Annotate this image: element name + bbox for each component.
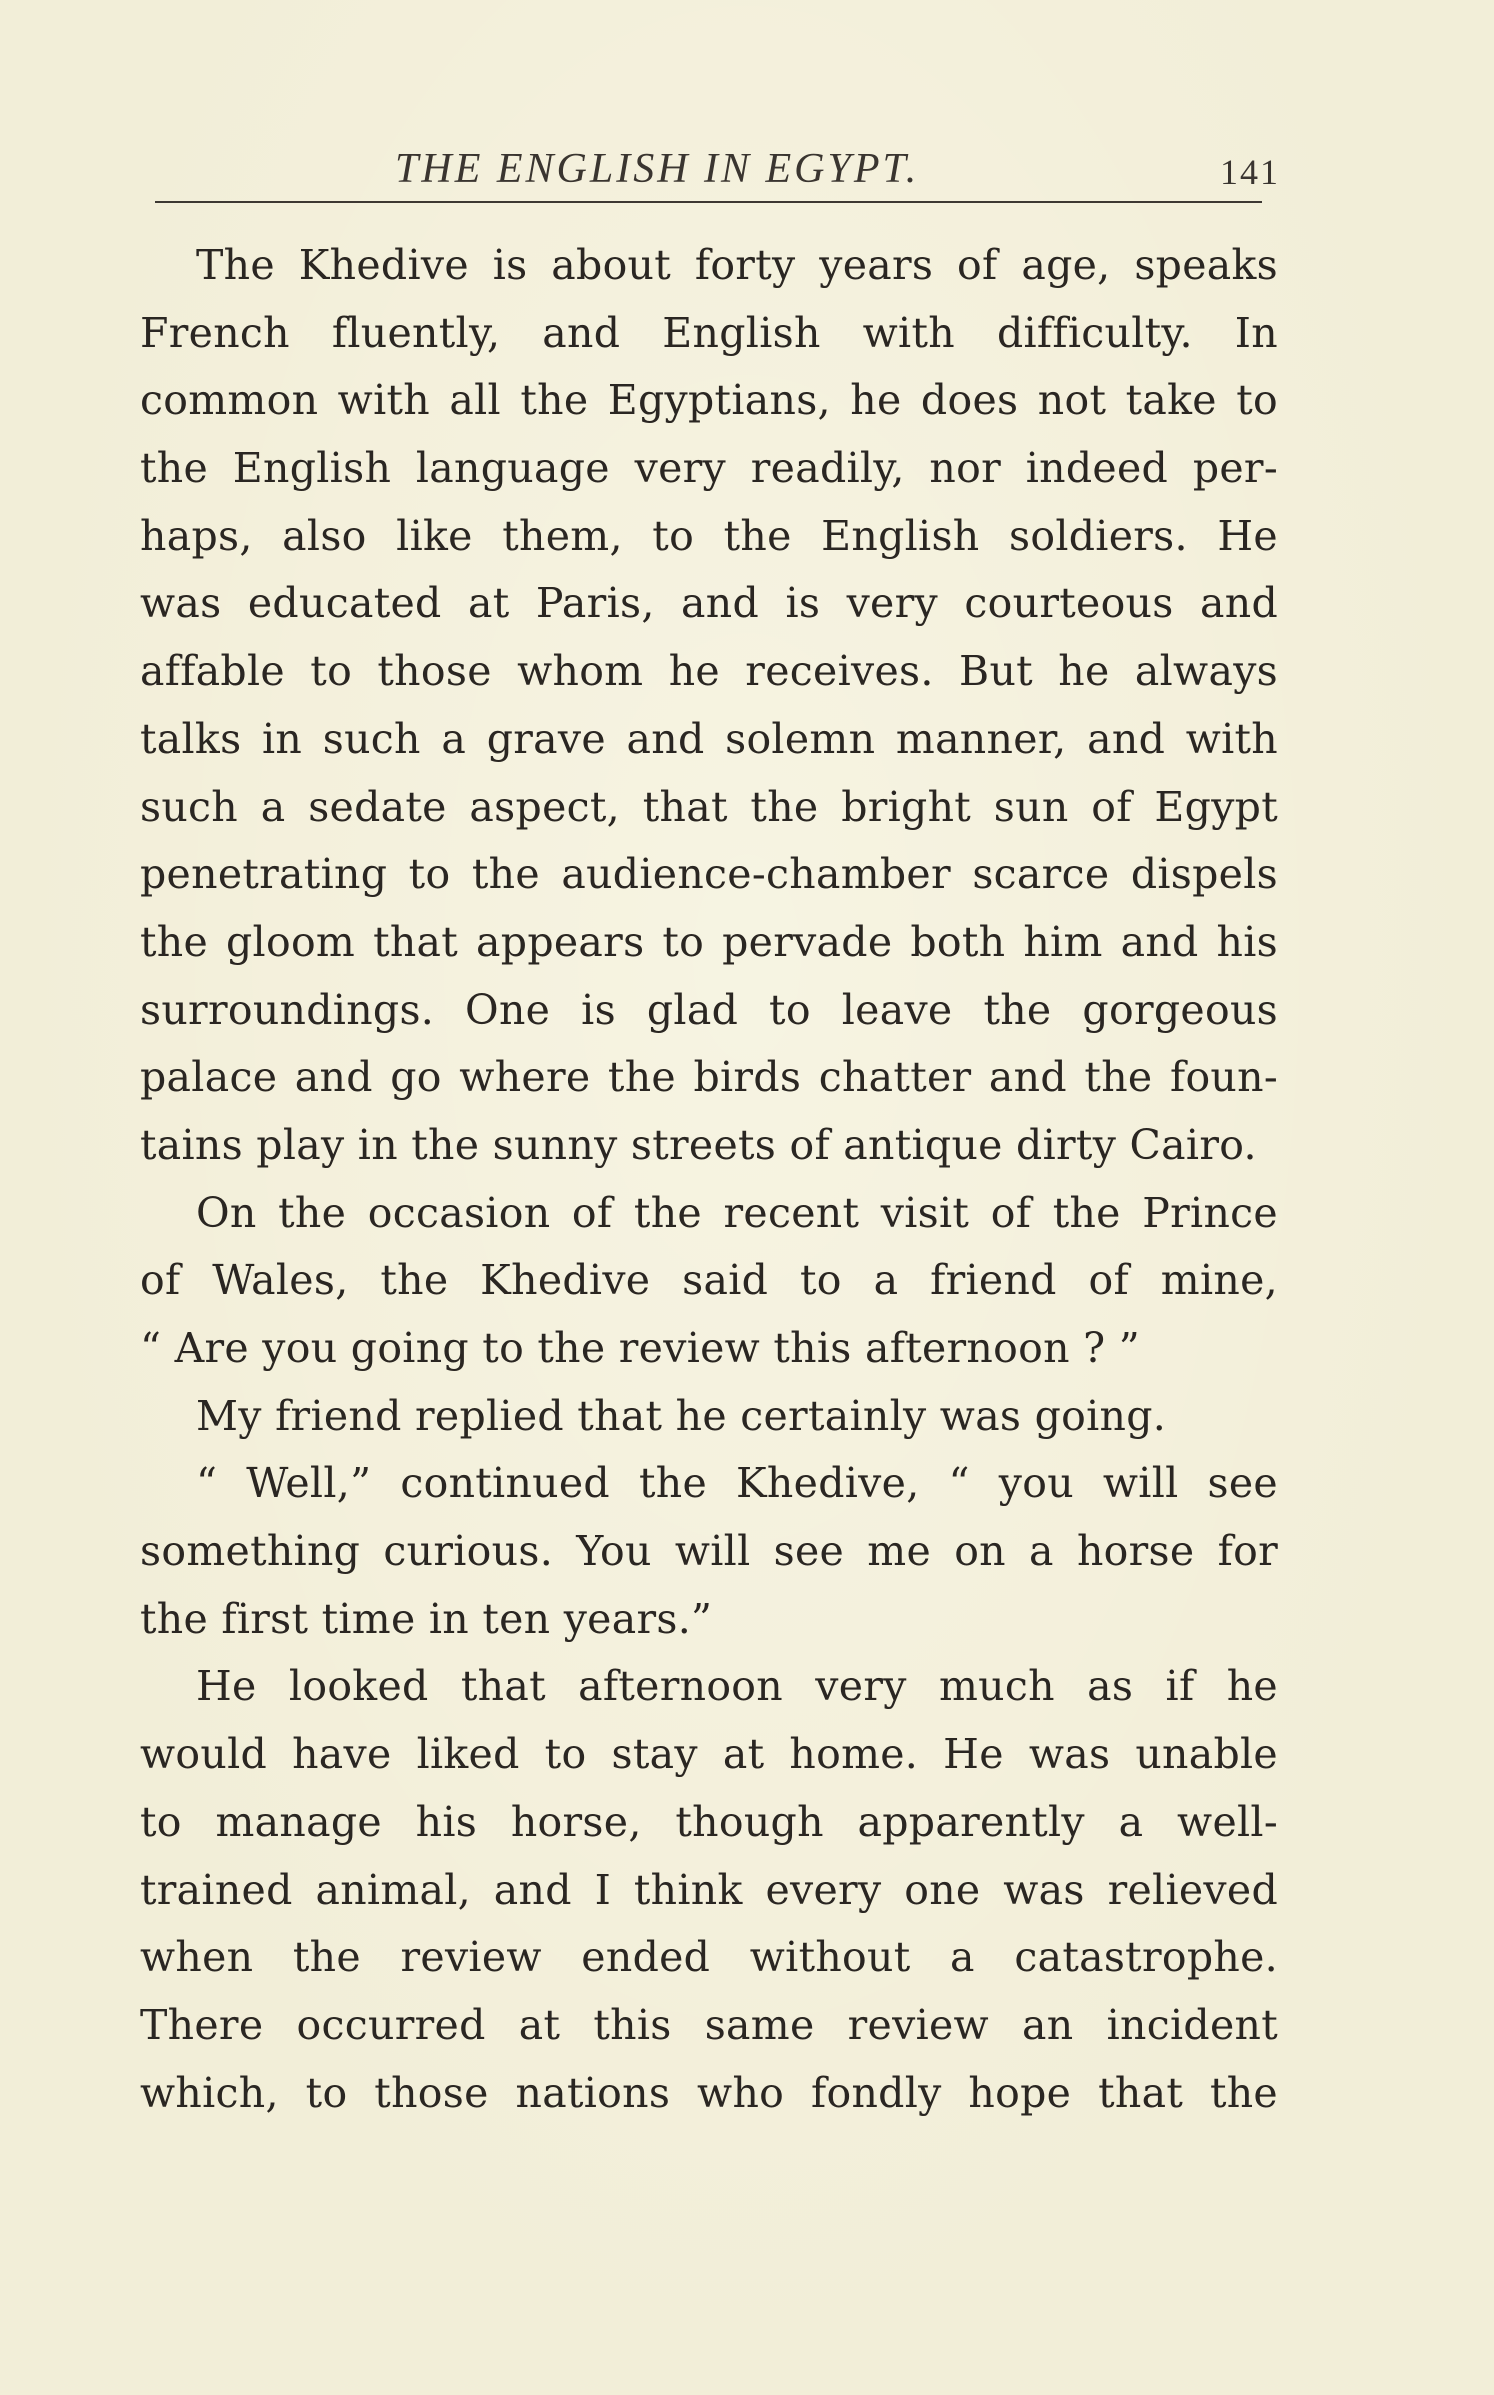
running-head <box>155 145 1280 195</box>
text-line: trained animal, and I think every one was relieved <box>140 1865 1278 1914</box>
text-line: the first time in ten years.” <box>140 1594 713 1643</box>
text-line: common with all the Egyptians, he does not take to <box>140 376 1278 425</box>
text-line: when the review ended without a catastrophe. <box>140 1933 1278 1982</box>
text-line: such a sedate aspect, that the bright sun of Egypt <box>140 782 1278 831</box>
text-line: tains play in the sunny streets of antique dirty Cairo. <box>140 1120 1257 1169</box>
text-line: French fluently, and English with difficulty. In <box>140 308 1278 357</box>
text-line: “ Well,” continued the Khedive, “ you will see <box>196 1459 1278 1508</box>
text-line: something curious. You will see me on a horse for <box>140 1527 1278 1576</box>
text-line: haps, also like them, to the English soldiers. He <box>140 511 1278 560</box>
text-line: surroundings. One is glad to leave the gorgeous <box>140 985 1278 1034</box>
running-head-title: THE ENGLISH IN EGYPT. <box>395 146 920 192</box>
text-line: There occurred at this same review an incident <box>140 2000 1278 2049</box>
text-line: The Khedive is about forty years of age, speaks <box>196 241 1278 289</box>
text-line: talks in such a grave and solemn manner, and with <box>140 714 1278 763</box>
text-line: On the occasion of the recent visit of the Prince <box>196 1188 1278 1237</box>
text-line: the gloom that appears to pervade both him and his <box>140 917 1278 966</box>
header-rule <box>155 201 1262 203</box>
text-line: palace and go where the birds chatter and the foun- <box>140 1053 1278 1102</box>
text-line: He looked that afternoon very much as if he <box>196 1662 1278 1711</box>
text-line: would have liked to stay at home. He was unable <box>140 1730 1278 1779</box>
page-number: 141 <box>1220 152 1280 192</box>
text-line: which, to those nations who fondly hope that the <box>140 2068 1278 2117</box>
text-line: affable to those whom he receives. But he always <box>140 647 1278 696</box>
text-line: was educated at Paris, and is very courteous and <box>140 579 1278 628</box>
text-line: the English language very readily, nor indeed per- <box>140 444 1278 493</box>
text-line: penetrating to the audience-chamber scarce dispels <box>140 850 1278 899</box>
body-text <box>140 232 1278 2127</box>
text-line: “ Are you going to the review this afternoon ? ” <box>140 1324 1141 1372</box>
text-line: to manage his horse, though apparently a well- <box>140 1797 1278 1846</box>
text-line: My friend replied that he certainly was going. <box>196 1391 1167 1440</box>
text-line: of Wales, the Khedive said to a friend of mine, <box>140 1256 1278 1305</box>
